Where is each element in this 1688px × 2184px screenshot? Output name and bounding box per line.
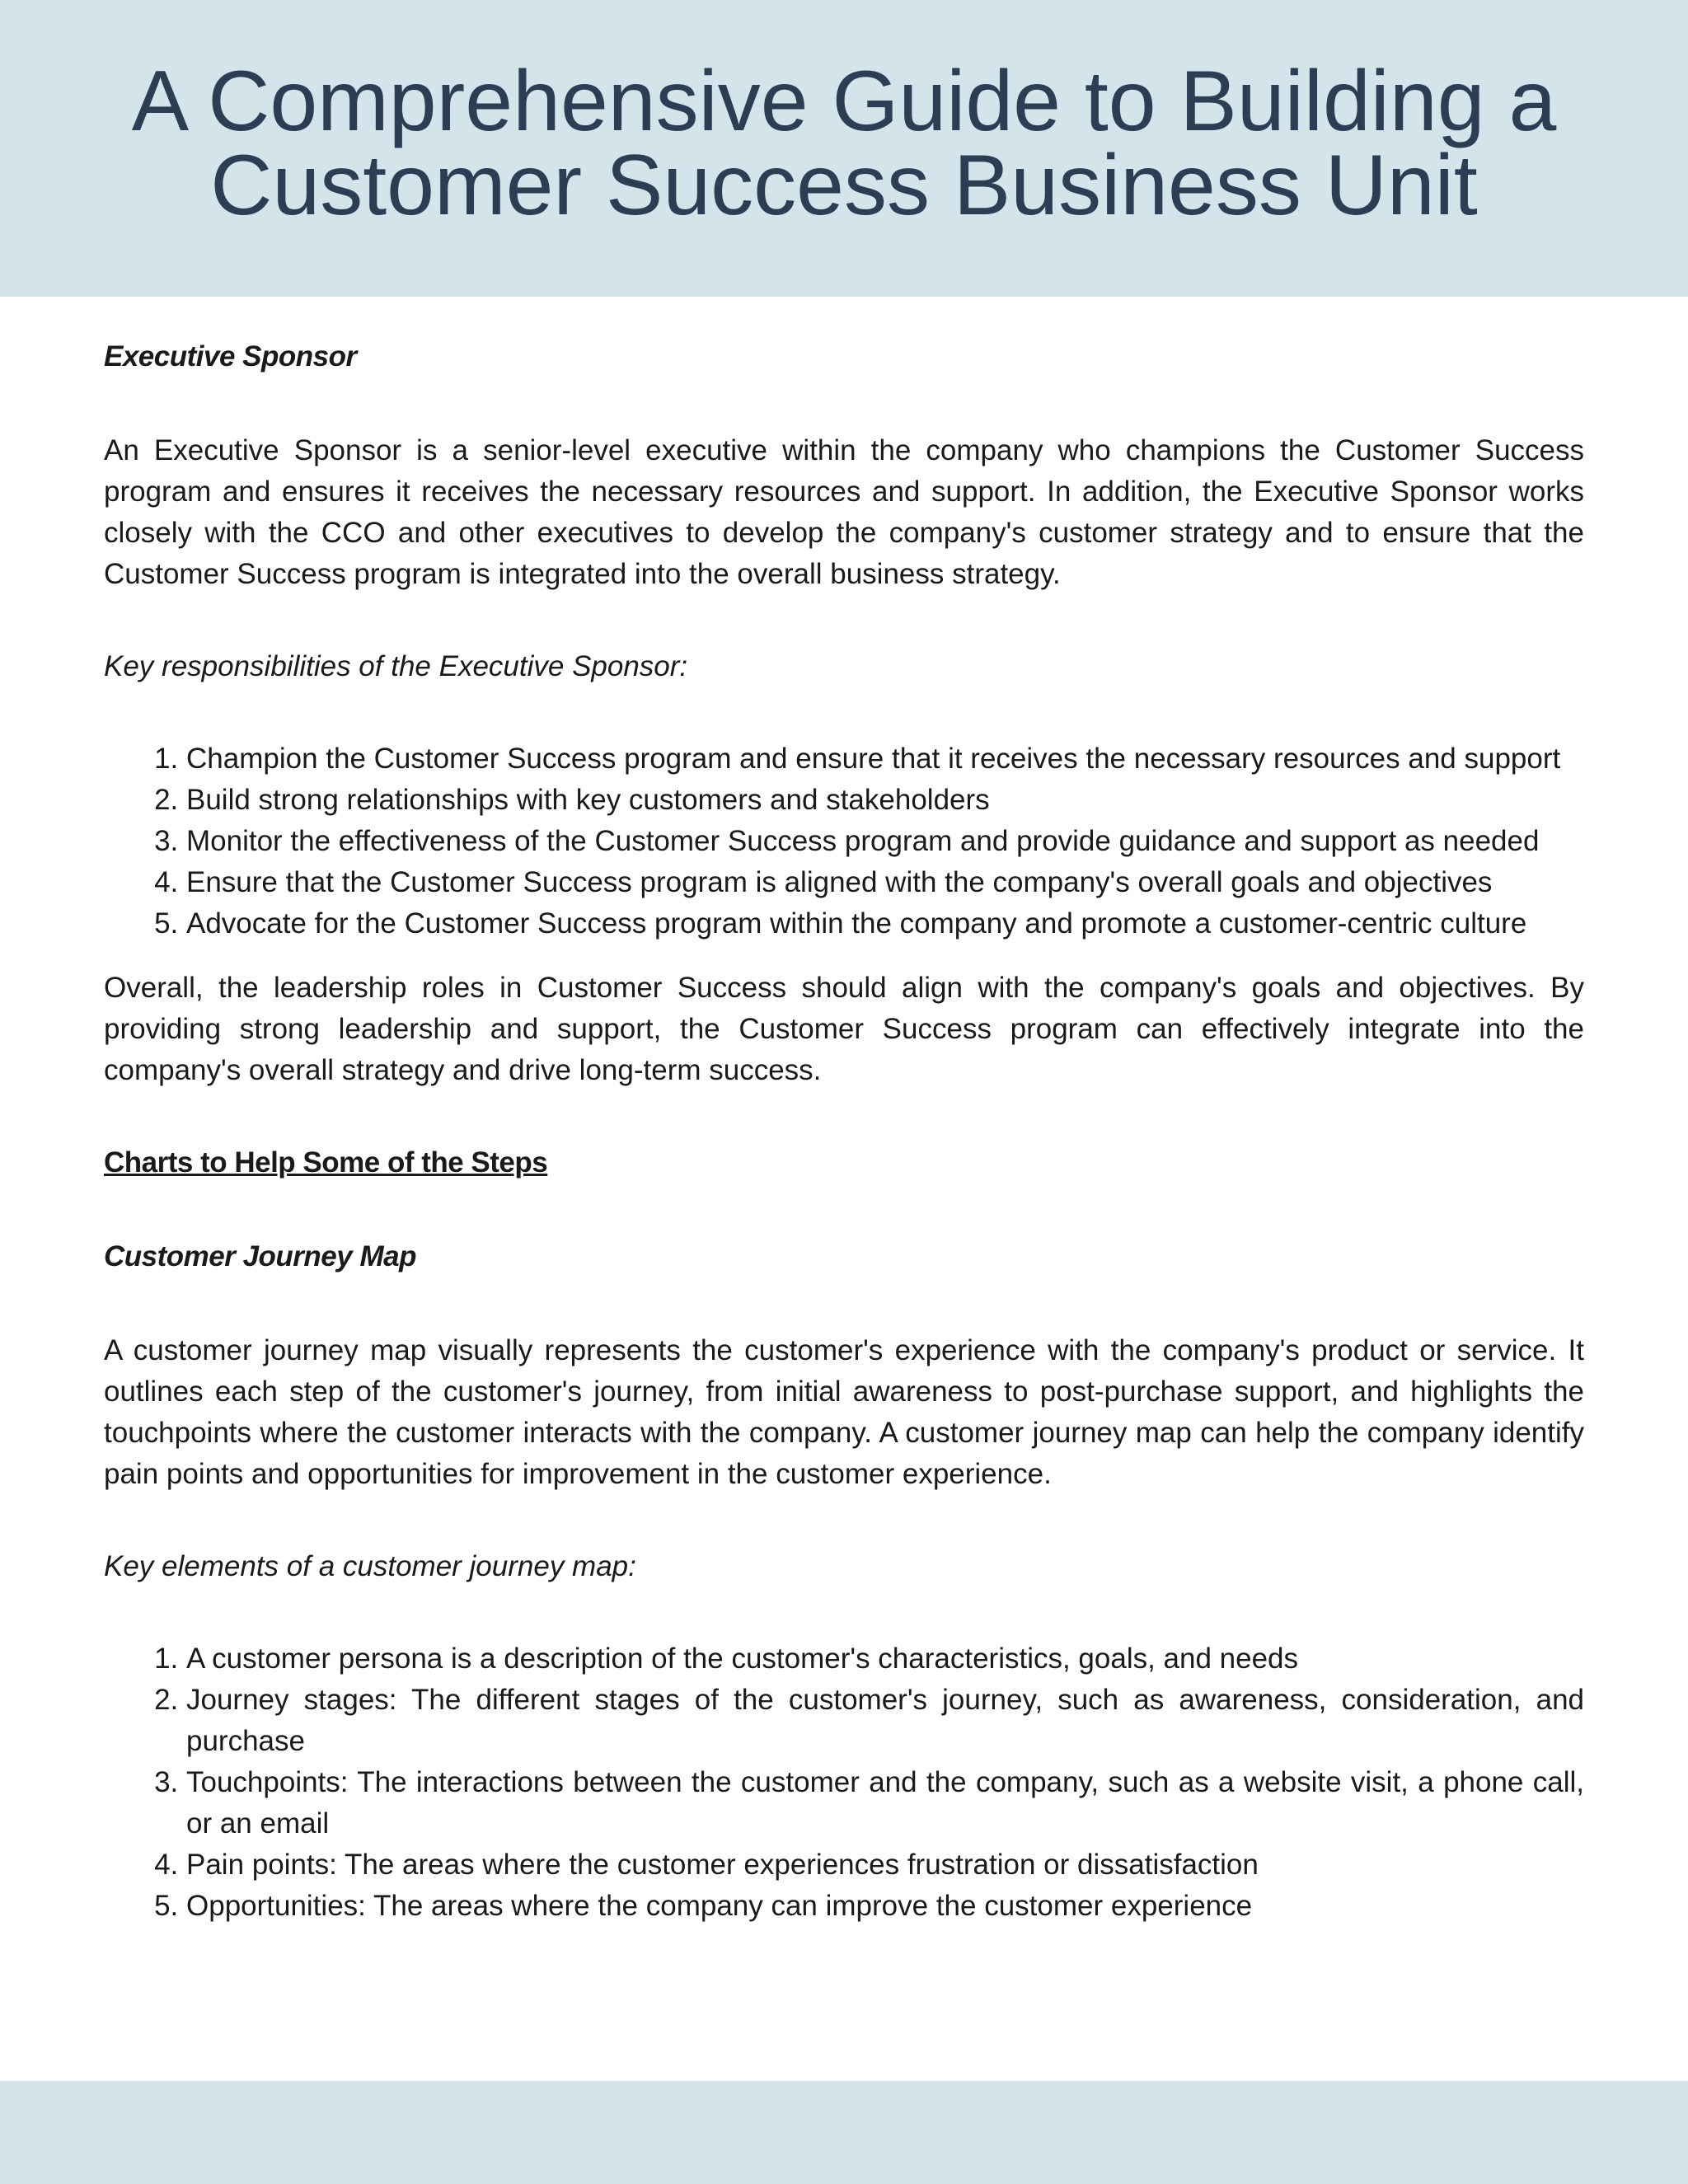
- list-item: 3. Monitor the effectiveness of the Customer Success program and provide guidance and support as needed: [186, 821, 1584, 862]
- list-item: 5. Opportunities: The areas where the company can improve the customer experience: [186, 1886, 1584, 1927]
- list-item: 2. Build strong relationships with key customers and stakeholders: [186, 780, 1584, 821]
- charts-section-heading: Charts to Help Some of the Steps: [104, 1146, 548, 1179]
- list-item: 4. Ensure that the Customer Success program is aligned with the company's overall goals and objectives: [186, 862, 1584, 903]
- leadership-summary-paragraph: Overall, the leadership roles in Customer Success should align with the company's goals and objectives. By providing strong leadership and support, the Customer Success program can effectively integrate into the company's overall strategy and drive long-term success.: [104, 972, 1584, 1086]
- customer-journey-map-paragraph: A customer journey map visually represents the customer's experience with the company's product or service. It outlines each step of the customer's journey, from initial awareness to post-purchase support, and highlights the touchpoints where the customer interacts with the company. A customer journey map can help the company identify pain points and opportunities for improvement in the customer experience.: [104, 1334, 1584, 1490]
- journey-elements-list: [104, 1638, 1584, 1927]
- list-item: 5. Advocate for the Customer Success program within the company and promote a customer-centric culture: [186, 903, 1584, 944]
- executive-sponsor-heading: Executive Sponsor: [104, 340, 357, 373]
- footer-band: [0, 2081, 1688, 2184]
- list-item: 2. Journey stages: The different stages of the customer's journey, such as awareness, consideration, and purchase: [186, 1680, 1584, 1762]
- journey-elements-lead: Key elements of a customer journey map:: [104, 1550, 636, 1582]
- customer-journey-map-heading: Customer Journey Map: [104, 1240, 416, 1272]
- title-line-1: A Comprehensive Guide to Building a: [131, 54, 1557, 149]
- list-item: 3. Touchpoints: The interactions between the customer and the company, such as a website visit, a phone call, or an email: [186, 1762, 1584, 1844]
- title-line-2: Customer Success Business Unit: [210, 138, 1478, 233]
- executive-sponsor-paragraph: An Executive Sponsor is a senior-level executive within the company who champions the Customer Success program and ensures it receives the necessary resources and support. In addition, the Executive Sponsor works closely with the CCO and other executives to develop the company's customer strategy and to ensure that the Customer Success program is integrated into the overall business strategy.: [104, 434, 1584, 590]
- document-body: [104, 336, 1584, 1927]
- list-item: 4. Pain points: The areas where the customer experiences frustration or dissatisfaction: [186, 1844, 1584, 1886]
- responsibilities-list: [104, 738, 1584, 944]
- list-item: 1. A customer persona is a description of the customer's characteristics, goals, and needs: [186, 1638, 1584, 1680]
- document-title: [0, 54, 1688, 233]
- responsibilities-lead: Key responsibilities of the Executive Sponsor:: [104, 650, 688, 682]
- list-item: 1. Champion the Customer Success program and ensure that it receives the necessary resources and support: [186, 738, 1584, 780]
